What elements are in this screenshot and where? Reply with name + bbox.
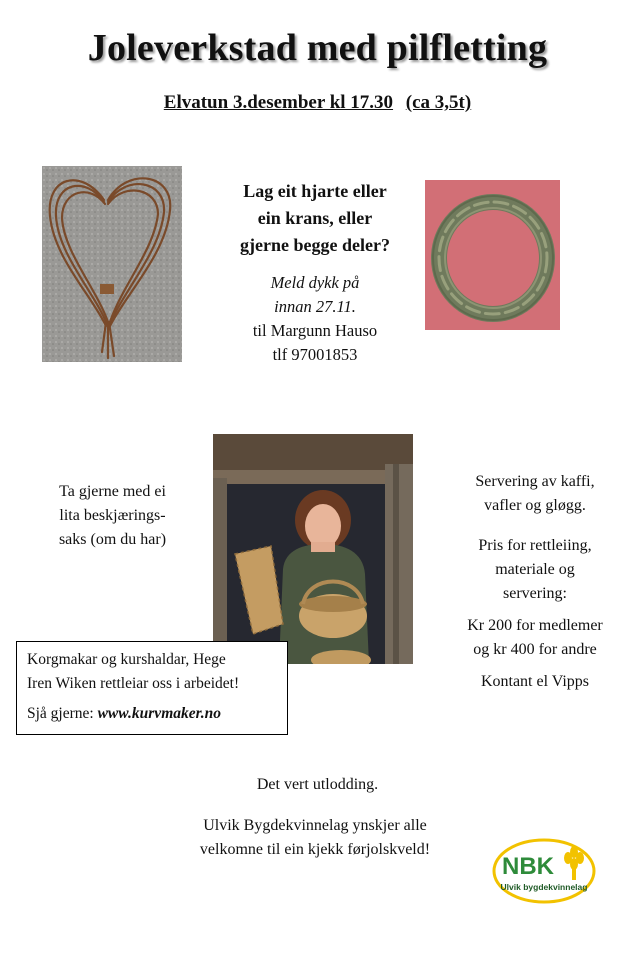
serving-line: Servering av kaffi, xyxy=(475,473,595,490)
event-date-location: Elvatun 3.desember kl 17.30 xyxy=(163,92,394,113)
willow-wreath-icon xyxy=(425,180,560,330)
lottery-notice: Det vert utlodding. xyxy=(256,776,379,793)
website-link[interactable]: www.kurvmaker.no xyxy=(97,705,222,722)
intro-line: gjerne begge deler? xyxy=(240,235,390,255)
see-label: Sjå gjerne: xyxy=(27,705,98,722)
signup-deadline: innan 27.11. xyxy=(274,297,356,316)
serving-and-price xyxy=(440,470,630,694)
note-line: lita beskjærings- xyxy=(59,507,166,524)
note-line: saks (om du har) xyxy=(58,531,167,548)
intro-line: ein krans, eller xyxy=(257,208,373,228)
signup-phone: tlf 97001853 xyxy=(272,345,358,364)
price-others: og kr 400 for andre xyxy=(473,641,597,658)
wreath-photo xyxy=(425,180,560,330)
welcome-line: velkomne til ein kjekk førjolskveld! xyxy=(199,841,431,858)
logo-name: Ulvik bygdekvinnelag xyxy=(500,882,588,892)
event-duration: (ca 3,5t) xyxy=(405,92,472,113)
nbk-logo xyxy=(492,838,597,904)
note-line: Ta gjerne med ei xyxy=(59,483,166,500)
page-title: Joleverkstad med pilfletting xyxy=(87,27,548,69)
event-details xyxy=(0,92,635,114)
website-line xyxy=(27,702,277,726)
welcome-line: Ulvik Bygdekvinnelag ynskjer alle xyxy=(203,817,427,834)
signup-info xyxy=(195,271,435,367)
welcome-message xyxy=(150,814,480,862)
price-members: Kr 200 for medlemer xyxy=(467,617,603,634)
instructor-photo xyxy=(213,434,413,664)
signup-contact: til Margunn Hauso xyxy=(252,321,378,340)
instructor-line: Korgmakar og kurshaldar, Hege xyxy=(27,651,226,668)
nbk-logo-icon xyxy=(492,838,597,904)
heart-photo xyxy=(42,166,182,362)
bring-scissors-note xyxy=(30,480,195,552)
price-intro-line: Pris for rettleiing, xyxy=(478,537,592,554)
price-intro-line: servering: xyxy=(503,585,567,602)
serving-line: vafler og gløgg. xyxy=(484,497,586,514)
instructor-with-baskets-icon xyxy=(213,434,413,664)
intro-text xyxy=(215,178,415,259)
logo-initials: NBK xyxy=(502,853,554,880)
payment-methods: Kontant el Vipps xyxy=(480,673,590,690)
price-intro-line: materiale og xyxy=(495,561,575,578)
willow-heart-icon xyxy=(42,166,182,362)
intro-line: Lag eit hjarte eller xyxy=(243,181,387,201)
instructor-line: Iren Wiken rettleiar oss i arbeidet! xyxy=(27,675,240,692)
instructor-box xyxy=(16,641,288,735)
signup-line: Meld dykk på xyxy=(270,273,360,292)
